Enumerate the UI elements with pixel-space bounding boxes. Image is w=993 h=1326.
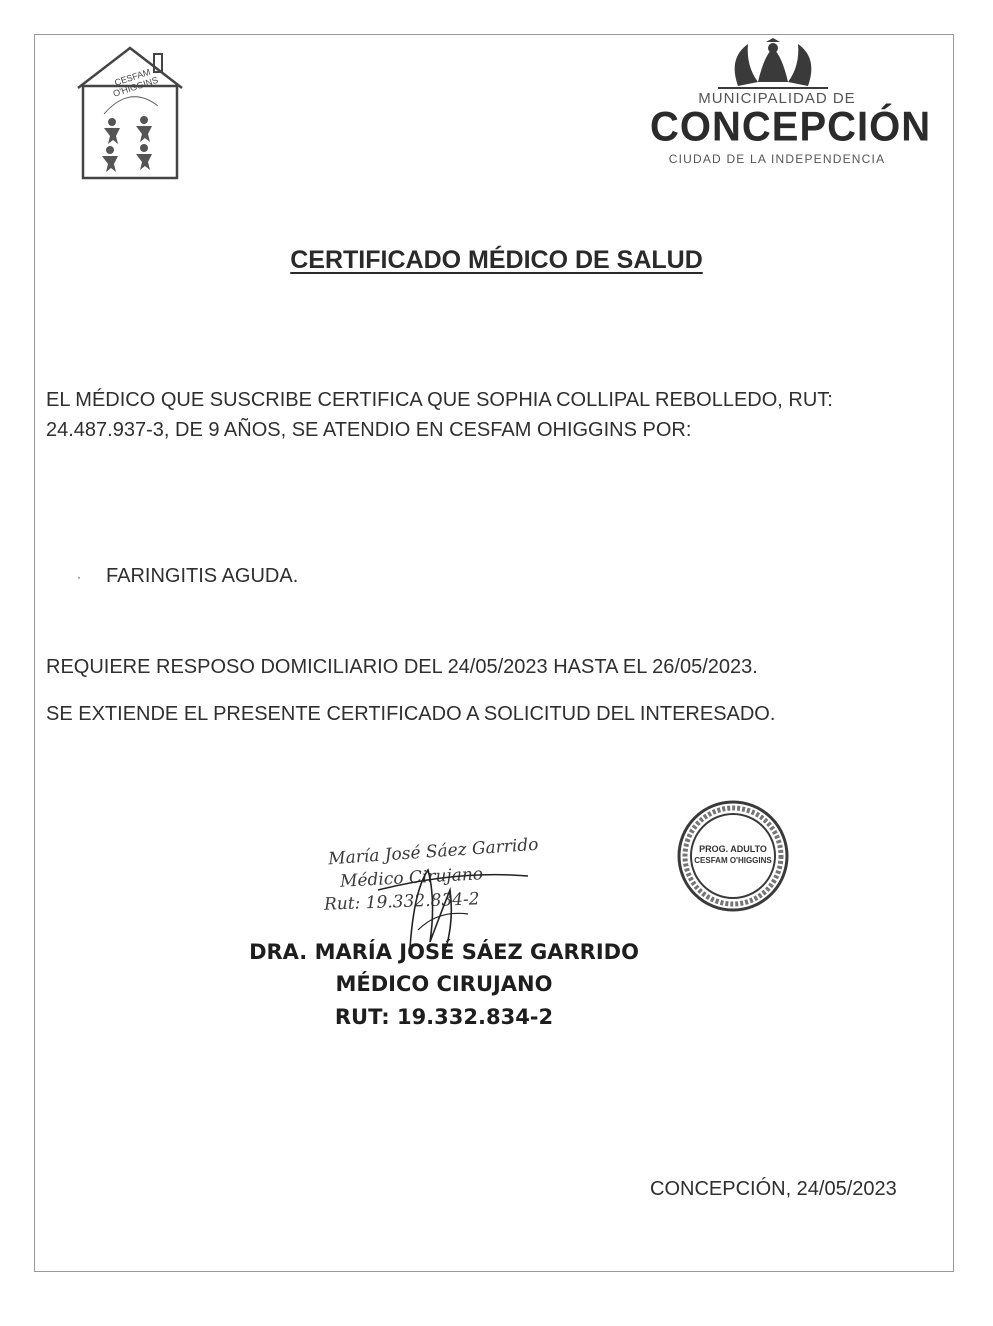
signature-name: María José Sáez Garrido: [327, 834, 540, 870]
diagnosis-item: FARINGITIS AGUDA.: [106, 565, 299, 587]
city-name: CONCEPCIÓN: [650, 103, 932, 151]
municipality-label: MUNICIPALIDAD DE: [698, 90, 856, 107]
signature-title: Médico Cirujano: [339, 864, 484, 892]
doctor-title: MÉDICO CIRUJANO: [335, 972, 553, 996]
municipal-crest-logo: [708, 38, 838, 90]
request-statement: SE EXTIENDE EL PRESENTE CERTIFICADO A SOLICITUD DEL INTERESADO.: [46, 703, 776, 725]
city-tagline: CIUDAD DE LA INDEPENDENCIA: [668, 152, 886, 166]
doctor-name: DRA. MARÍA JOSÉ SÁEZ GARRIDO: [249, 940, 639, 964]
bullet-marker: ·: [77, 570, 81, 584]
cesfam-logo-text: CESFAM O'HIGGINS: [111, 66, 160, 99]
stamp-program: PROG. ADULTO: [699, 844, 767, 854]
rest-requirement: REQUIERE RESPOSO DOMICILIARIO DEL 24/05/2023 HASTA EL 26/05/2023.: [46, 656, 758, 678]
signature-rut: Rut: 19.332.834-2: [323, 889, 480, 915]
doctor-rut: RUT: 19.332.834-2: [334, 1005, 554, 1029]
municipality-logo: [650, 38, 932, 170]
cesfam-logo: [74, 44, 186, 182]
signature-strokes: [318, 830, 538, 950]
document-title: CERTIFICADO MÉDICO DE SALUD: [290, 246, 703, 274]
stamp-center: CESFAM O'HIGGINS: [694, 856, 772, 865]
certification-paragraph: EL MÉDICO QUE SUSCRIBE CERTIFICA QUE SOPHIA COLLIPAL REBOLLEDO, RUT: 24.487.937-3, DE 9 AÑOS, SE ATENDIO EN CESFAM OHIGGINS POR:: [46, 389, 833, 441]
place-and-date: CONCEPCIÓN, 24/05/2023: [650, 1178, 897, 1200]
institution-stamp: [677, 800, 789, 912]
doctor-signature: [318, 830, 538, 950]
